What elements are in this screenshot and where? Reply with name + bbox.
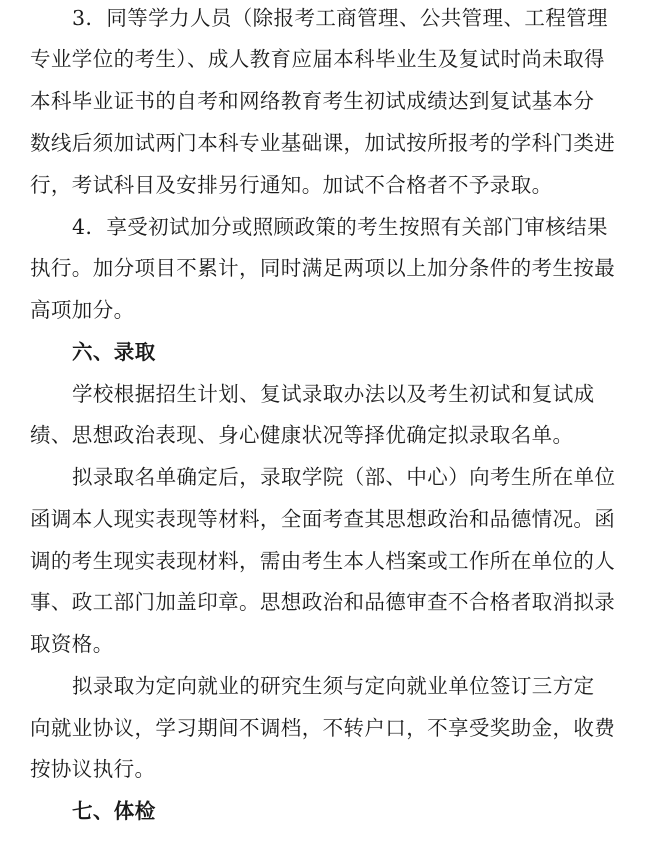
section-heading-admission: 六、录取 <box>72 340 156 364</box>
paragraph-3-line-5: 行，考试科目及安排另行通知。加试不合格者不予录取。 <box>30 173 553 197</box>
admission-paragraph-2-line-5: 取资格。 <box>30 632 114 656</box>
admission-paragraph-1-line-1: 学校根据招生计划、复试录取办法以及考生初试和复试成 <box>72 382 595 406</box>
section-heading-physical-exam: 七、体检 <box>72 799 156 823</box>
admission-paragraph-2-line-4: 事、政工部门加盖印章。思想政治和品德审查不合格者取消拟录 <box>30 590 616 614</box>
paragraph-3-line-4: 数线后须加试两门本科专业基础课，加试按所报考的学科门类进 <box>30 131 616 155</box>
admission-paragraph-1-line-2: 绩、思想政治表现、身心健康状况等择优确定拟录取名单。 <box>30 423 574 447</box>
admission-paragraph-3-line-2: 向就业协议，学习期间不调档，不转户口，不享受奖助金，收费 <box>30 716 616 740</box>
admission-paragraph-2-line-2: 函调本人现实表现等材料，全面考查其思想政治和品德情况。函 <box>30 507 616 531</box>
admission-paragraph-3-line-1: 拟录取为定向就业的研究生须与定向就业单位签订三方定 <box>72 674 595 698</box>
paragraph-4-line-1: 4．享受初试加分或照顾政策的考生按照有关部门审核结果 <box>72 215 608 239</box>
paragraph-4-line-3: 高项加分。 <box>30 298 135 322</box>
paragraph-3-line-1: 3．同等学力人员（除报考工商管理、公共管理、工程管理 <box>72 6 608 30</box>
admission-paragraph-2-line-1: 拟录取名单确定后，录取学院（部、中心）向考生所在单位 <box>72 465 616 489</box>
admission-paragraph-2-line-3: 调的考生现实表现材料，需由考生本人档案或工作所在单位的人 <box>30 549 616 573</box>
paragraph-3-line-2: 专业学位的考生）、成人教育应届本科毕业生及复试时尚未取得 <box>30 47 605 71</box>
paragraph-3-line-3: 本科毕业证书的自考和网络教育考生初试成绩达到复试基本分 <box>30 89 595 113</box>
admission-paragraph-3-line-3: 按协议执行。 <box>30 757 156 781</box>
paragraph-4-line-2: 执行。加分项目不累计，同时满足两项以上加分条件的考生按最 <box>30 256 616 280</box>
